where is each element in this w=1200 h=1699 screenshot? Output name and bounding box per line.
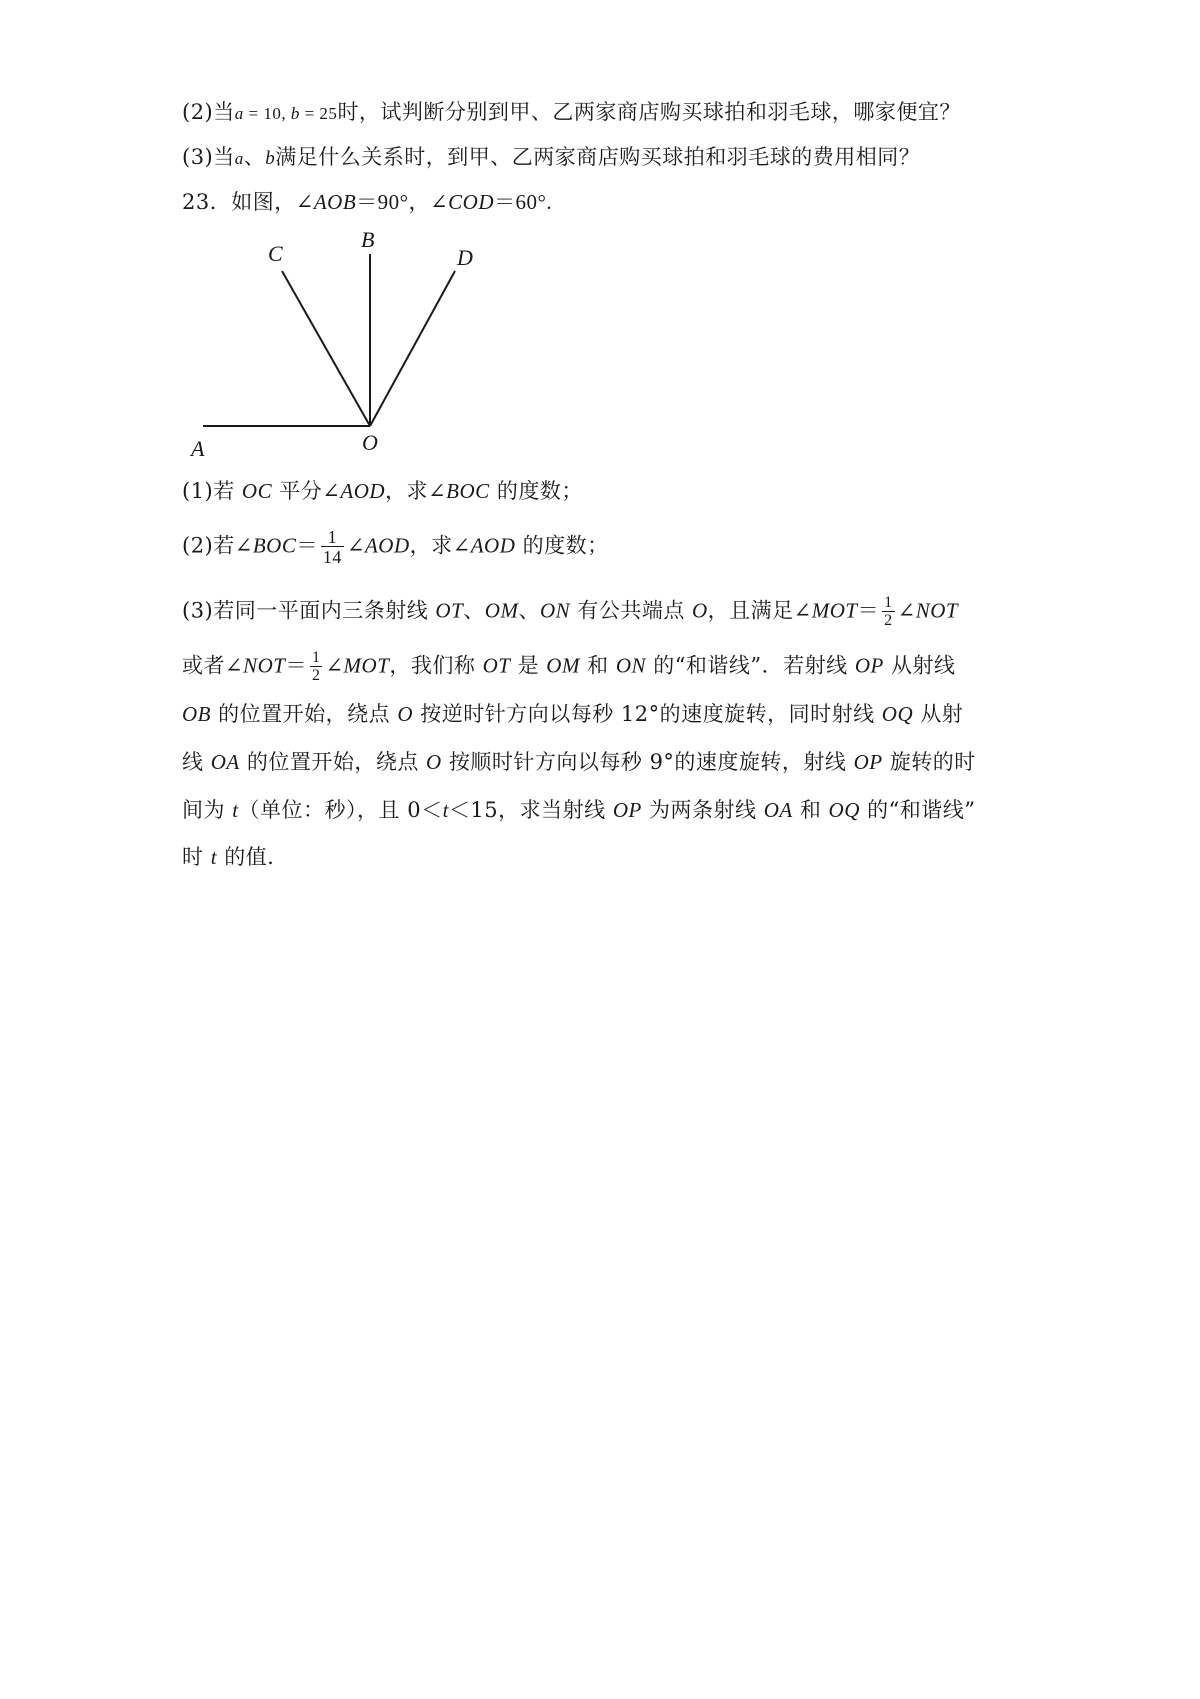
text: 、 (518, 598, 540, 623)
text: 或者 (182, 653, 225, 678)
text: OA (763, 798, 793, 822)
text: 1 (884, 594, 893, 611)
question-number: 23．如图， (182, 190, 296, 214)
eq-b-value: = 25 (299, 104, 338, 123)
q22-part2 (182, 98, 961, 128)
text: OT (435, 598, 464, 623)
text: t (210, 845, 218, 869)
text: 从射线 (883, 653, 956, 678)
ray-oc (282, 271, 370, 426)
text: ＝ (857, 598, 880, 623)
text: t (442, 798, 449, 822)
text: t (232, 798, 239, 822)
text: ，且满足 (707, 598, 794, 623)
label-d: D (457, 245, 473, 270)
q23-part3-line6 (182, 843, 289, 871)
label-c: C (268, 241, 283, 266)
eq-a-value: = 10, (243, 104, 291, 123)
var-b: b (290, 104, 300, 123)
text: 2 (311, 667, 321, 684)
angle-aob-value: ＝90°， (356, 190, 431, 214)
text: ON (615, 653, 647, 678)
angle-cod: ∠COD (430, 190, 494, 214)
text: OM (484, 598, 519, 623)
text: 的位置开始，绕点 (211, 702, 398, 726)
angle-aod: ∠AOD (346, 533, 410, 558)
angle-aod: ∠AOD (452, 533, 516, 558)
text: 的“和谐线” (859, 798, 976, 822)
q23-part3-line2 (182, 650, 956, 684)
text: OP (853, 750, 883, 774)
text: 的位置开始，绕点 (239, 750, 427, 774)
q23-part1-lead: (1)若 (182, 479, 242, 503)
text: ∠NOT (225, 653, 286, 678)
text: O (397, 702, 414, 726)
label-a: A (191, 436, 205, 460)
q23-part3-line1 (182, 595, 958, 629)
ray-od (370, 271, 455, 426)
text: OT (482, 653, 511, 678)
text: OA (210, 750, 240, 774)
text: 1 (327, 527, 338, 547)
text: 14 (322, 547, 342, 567)
text: 平分 (272, 479, 323, 503)
q22-part3-text: 满足什么关系时，到甲、乙两家商店购买球拍和羽毛球的费用相同？ (275, 145, 921, 169)
text: ∠MOT (325, 653, 390, 678)
text: ＜15，求当射线 (448, 798, 613, 822)
text: O (692, 598, 708, 623)
text: 为两条射线 (641, 798, 764, 822)
text: 旋转的时 (882, 750, 976, 774)
angle-figure (180, 225, 500, 460)
var-a: a (234, 104, 244, 123)
text: 按顺时针方向以每秒 9°的速度旋转，射线 (441, 750, 854, 774)
angle-cod-value: ＝60°. (494, 190, 553, 214)
text: 是 (510, 653, 547, 678)
q22-part2-lead: (2)当 (182, 100, 235, 124)
q22-part3-lead: (3)当 (182, 145, 235, 169)
text: ＝ (296, 533, 318, 558)
q23-part2 (182, 528, 609, 566)
angle-boc: ∠BOC (234, 533, 297, 558)
text: O (426, 750, 442, 774)
text: OQ (881, 702, 914, 726)
angle-aod: ∠AOD (322, 479, 386, 503)
text: 从射 (913, 702, 964, 726)
text: ，我们称 (389, 653, 483, 678)
text: 时 (182, 845, 211, 869)
text: ，求 (385, 479, 429, 503)
text: 1 (311, 649, 321, 666)
text: ON (539, 598, 571, 623)
angle-aob: ∠AOB (295, 190, 357, 214)
text: 线 (182, 750, 211, 774)
angle-boc: ∠BOC (428, 479, 490, 503)
label-o: O (362, 430, 378, 455)
text: (3)若同一平面内三条射线 (182, 598, 436, 623)
text: （单位：秒），且 0＜ (238, 798, 443, 822)
separator: 、 (243, 145, 266, 169)
text: OB (182, 702, 211, 726)
text: OM (546, 653, 580, 678)
ray-oc-label: OC (241, 479, 273, 503)
q22-part3 (182, 143, 920, 173)
var-b: b (265, 148, 276, 169)
text: 2 (884, 612, 893, 629)
fraction-1-2 (882, 595, 895, 629)
q23-part3-line3 (182, 700, 963, 728)
q23-part3-line5 (182, 796, 976, 824)
text: 间为 (182, 798, 233, 822)
text: 的值． (217, 845, 289, 869)
text: OP (612, 798, 642, 822)
text: 的度数； (515, 533, 609, 558)
text: 和 (792, 798, 829, 822)
text: ∠NOT (897, 598, 959, 623)
text: 的“和谐线”．若射线 (646, 653, 855, 678)
text: OP (854, 653, 884, 678)
text: ＝ (285, 653, 307, 678)
text: 有公共端点 (570, 598, 692, 623)
fraction-1-2 (310, 650, 323, 684)
q23-part2-lead: (2)若 (182, 533, 235, 558)
text: 的度数； (489, 479, 583, 503)
q22-part2-text: 时，试判断分别到甲、乙两家商店购买球拍和羽毛球，哪家便宜？ (337, 100, 961, 124)
fraction-1-14 (321, 528, 344, 566)
q23-part3-line4 (182, 748, 976, 776)
text: ，求 (409, 533, 453, 558)
text: 按逆时针方向以每秒 12°的速度旋转，同时射线 (413, 702, 882, 726)
text: 和 (579, 653, 616, 678)
var-a: a (234, 149, 244, 168)
text: OQ (828, 798, 860, 822)
text: 、 (463, 598, 485, 623)
q23-part1 (182, 477, 583, 505)
label-b: B (361, 227, 375, 252)
text: ∠MOT (793, 598, 858, 623)
q23-header (182, 188, 552, 216)
